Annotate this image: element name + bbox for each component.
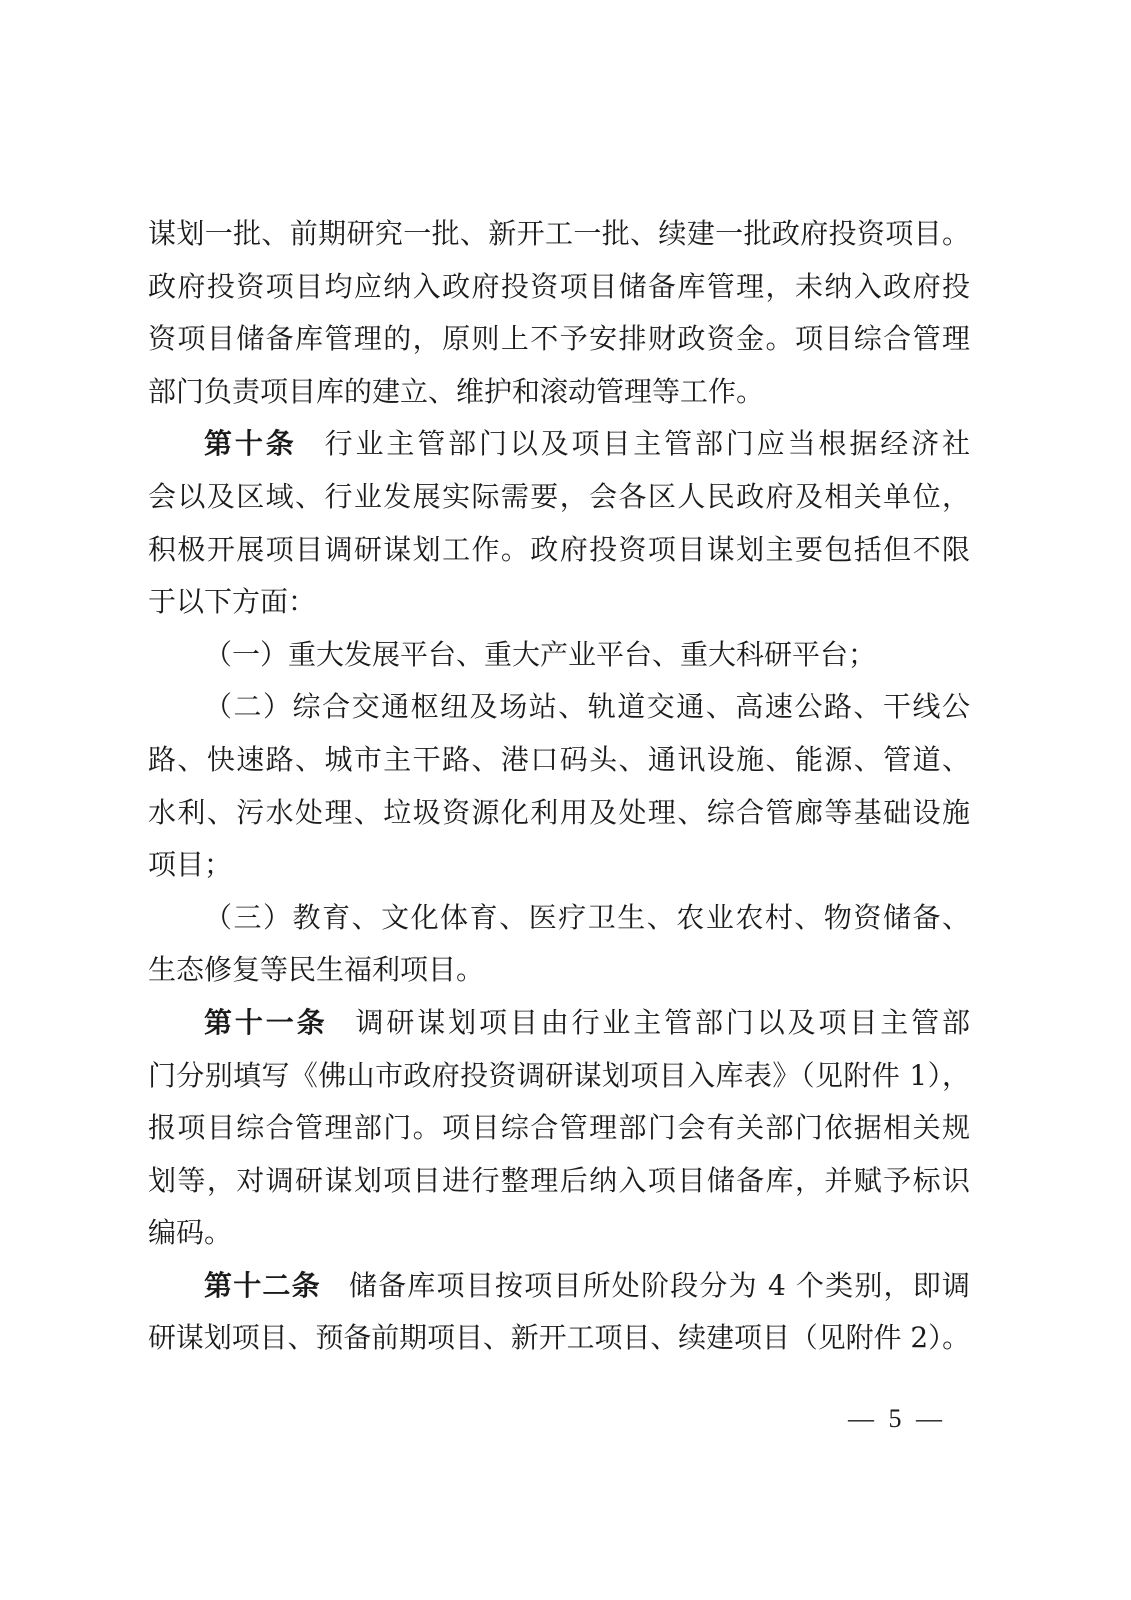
list-item-1: （一）重大发展平台、重大产业平台、重大科研平台； (204, 637, 877, 671)
article-11-first-line (148, 997, 970, 1050)
text-line: 会以及区域、行业发展实际需要，会各区人民政府及相关单位， (148, 479, 970, 513)
article-10-first-line (148, 418, 970, 471)
text-span: 储备库项目按项目所处阶段分为 4 个类别，即调 (348, 1268, 970, 1302)
text-line: 编码。 (148, 1216, 233, 1250)
text-line: 于以下方面： (148, 585, 317, 619)
article-label: 第十条 (204, 427, 297, 461)
text-line: 部门负责项目库的建立、维护和滚动管理等工作。 (148, 374, 765, 408)
list-item-2-line: （二）综合交通枢纽及场站、轨道交通、高速公路、干线公 (204, 690, 970, 724)
text-line: 报项目综合管理部门。项目综合管理部门会有关部门依据相关规 (148, 1111, 970, 1145)
article-label: 第十二条 (204, 1268, 321, 1302)
text-line: 项目； (148, 848, 233, 882)
text-line: 研谋划项目、预备前期项目、新开工项目、续建项目（见附件 2）。 (148, 1321, 970, 1355)
text-line: 积极开展项目调研谋划工作。政府投资项目谋划主要包括但不限 (148, 532, 970, 566)
list-item-3-line: （三）教育、文化体育、医疗卫生、农业农村、物资储备、 (204, 900, 970, 934)
article-label: 第十一条 (204, 1005, 328, 1039)
text-line: 谋划一批、前期研究一批、新开工一批、续建一批政府投资项目。 (148, 217, 970, 250)
page-number: — 5 — (848, 1404, 946, 1433)
text-line: 路、快速路、城市主干路、港口码头、通讯设施、能源、管道、 (148, 742, 970, 776)
text-line: 资项目储备库管理的，原则上不予安排财政资金。项目综合管理 (148, 322, 970, 356)
text-span: 调研谋划项目由行业主管部门以及项目主管部 (355, 1005, 970, 1039)
text-line: 政府投资项目均应纳入政府投资项目储备库管理，未纳入政府投 (148, 269, 970, 303)
text-line: 划等，对调研谋划项目进行整理后纳入项目储备库，并赋予标识 (148, 1163, 970, 1197)
text-line: 生态修复等民生福利项目。 (148, 953, 485, 987)
body-text (148, 208, 970, 1365)
text-span: 行业主管部门以及项目主管部门应当根据经济社 (324, 427, 970, 461)
text-line: 门分别填写《佛山市政府投资调研谋划项目入库表》（见附件 1）， (148, 1058, 970, 1092)
text-line: 水利、污水处理、垃圾资源化利用及处理、综合管廊等基础设施 (148, 795, 970, 829)
article-12-first-line (148, 1260, 970, 1313)
